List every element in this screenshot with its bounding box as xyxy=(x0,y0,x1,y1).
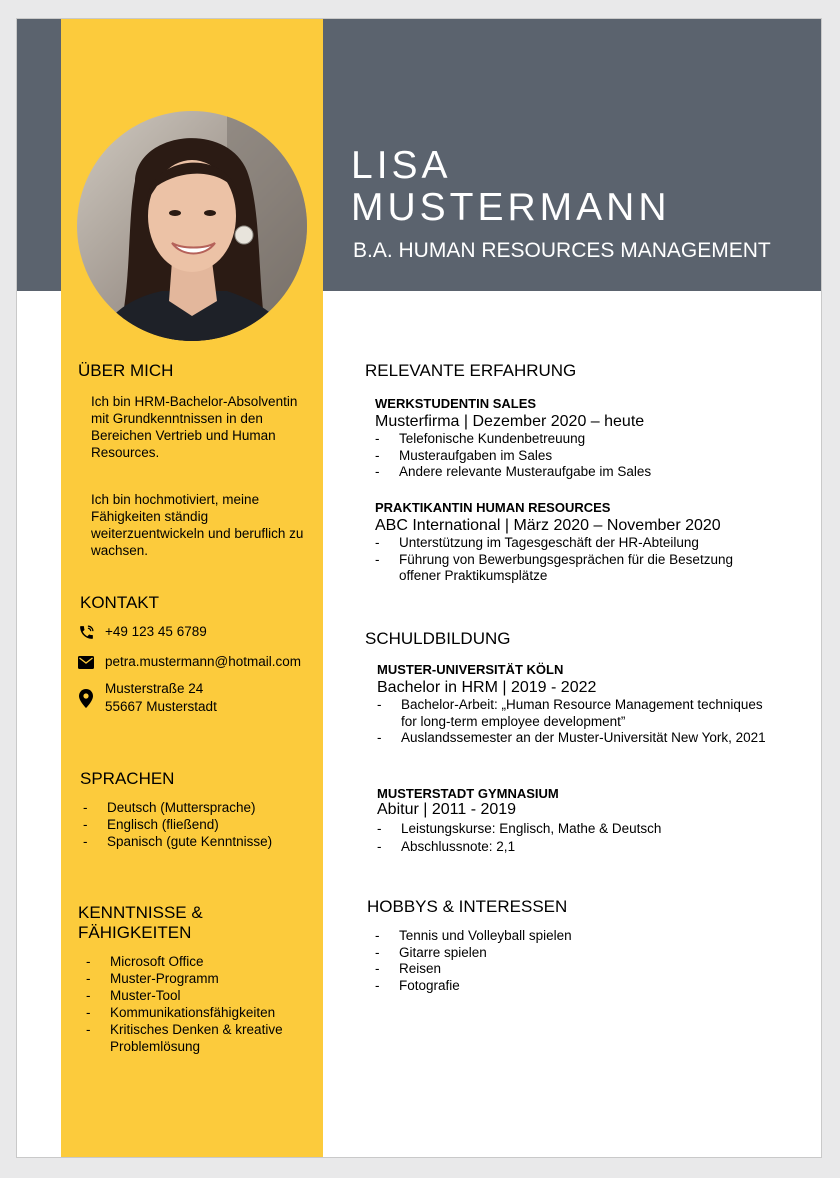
first-name: LISA xyxy=(351,144,452,187)
job-duties-list xyxy=(375,535,775,585)
about-paragraph-1: Ich bin HRM-Bachelor-Absolventin mit Grundkenntnissen in den Bereichen Vertrieb und Human Resources. xyxy=(91,394,298,460)
list-item: - Bachelor-Arbeit: „Human Resource Management techniques for long-term employee development” xyxy=(377,697,763,729)
cv-page xyxy=(16,18,822,1158)
school-subtitle: Bachelor in HRM | 2019 - 2022 xyxy=(377,679,597,696)
list-item: - Muster-Programm xyxy=(86,971,219,986)
list-item: - Unterstützung im Tagesgeschäft der HR-Abteilung xyxy=(375,535,699,550)
list-item: - Leistungskurse: Englisch, Mathe & Deutsch xyxy=(377,821,662,836)
mail-icon xyxy=(77,653,95,671)
job-duties-list xyxy=(375,431,795,481)
address-street: Musterstraße 24 xyxy=(105,681,204,696)
phone-icon xyxy=(77,623,95,641)
degree-title: B.A. HUMAN RESOURCES MANAGEMENT xyxy=(353,239,771,262)
list-item: - Telefonische Kundenbetreuung xyxy=(375,431,586,446)
contact-phone xyxy=(77,623,207,641)
address-city: 55667 Musterstadt xyxy=(105,699,217,714)
job-title: PRAKTIKANTIN HUMAN RESOURCES xyxy=(375,500,611,515)
education-heading: SCHULDBILDUNG xyxy=(365,629,511,648)
list-item: - Kommunikationsfähigkeiten xyxy=(86,1005,276,1020)
list-item: - Gitarre spielen xyxy=(375,944,487,960)
school-details-list xyxy=(377,697,767,747)
list-item: - Andere relevante Musteraufgabe im Sales xyxy=(375,464,652,479)
list-item: - Reisen xyxy=(375,961,442,976)
job-subtitle: Musterfirma | Dezember 2020 – heute xyxy=(375,413,645,430)
about-heading: ÜBER MICH xyxy=(78,361,174,380)
languages-heading: SPRACHEN xyxy=(80,769,175,788)
list-item: - Microsoft Office xyxy=(86,954,204,969)
profile-photo xyxy=(77,111,307,341)
about-paragraph-2: Ich bin hochmotiviert, meine Fähigkeiten ständig weiterzuentwickeln und beruflich zu wachsen. xyxy=(91,492,304,558)
languages-list xyxy=(83,799,313,850)
list-item: - Tennis und Volleyball spielen xyxy=(375,928,572,943)
list-item: - Auslandssemester an der Muster-Universität New York, 2021 xyxy=(377,730,766,745)
contact-email xyxy=(77,653,301,671)
school-subtitle: Abitur | 2011 - 2019 xyxy=(377,801,517,818)
job-subtitle: ABC International | März 2020 – November 2020 xyxy=(375,517,721,534)
list-item: - Abschlussnote: 2,1 xyxy=(377,839,516,854)
list-item: - Deutsch (Muttersprache) xyxy=(83,800,256,815)
list-item: - Muster-Tool xyxy=(86,988,181,1003)
skills-heading: KENNTNISSE & FÄHIGKEITEN xyxy=(78,903,203,942)
location-pin-icon xyxy=(77,680,95,716)
school-title: MUSTER-UNIVERSITÄT KÖLN xyxy=(377,662,564,677)
contact-heading: KONTAKT xyxy=(80,593,160,612)
job-title: WERKSTUDENTIN SALES xyxy=(375,396,537,411)
list-item: - Führung von Bewerbungsgesprächen für die Besetzung offener Praktikumsplätze xyxy=(375,551,733,583)
experience-heading: RELEVANTE ERFAHRUNG xyxy=(365,361,577,380)
portrait-illustration xyxy=(77,111,307,341)
list-item: - Kritisches Denken & kreative Problemlösung xyxy=(86,1022,283,1054)
skills-list xyxy=(86,953,311,1055)
list-item: - Fotografie xyxy=(375,977,460,993)
list-item: - Spanisch (gute Kenntnisse) xyxy=(83,834,273,849)
list-item: - Musteraufgaben im Sales xyxy=(375,447,553,463)
school-title: MUSTERSTADT GYMNASIUM xyxy=(377,786,559,801)
phone-number: +49 123 45 6789 xyxy=(105,624,207,639)
school-details-list xyxy=(377,820,767,856)
contact-address xyxy=(77,680,217,716)
last-name: MUSTERMANN xyxy=(351,186,671,229)
email-address: petra.mustermann@hotmail.com xyxy=(105,654,302,669)
hobbies-heading: HOBBYS & INTERESSEN xyxy=(367,897,568,916)
hobbies-list xyxy=(375,928,765,994)
list-item: - Englisch (fließend) xyxy=(83,817,219,832)
applicant-name xyxy=(351,145,671,229)
